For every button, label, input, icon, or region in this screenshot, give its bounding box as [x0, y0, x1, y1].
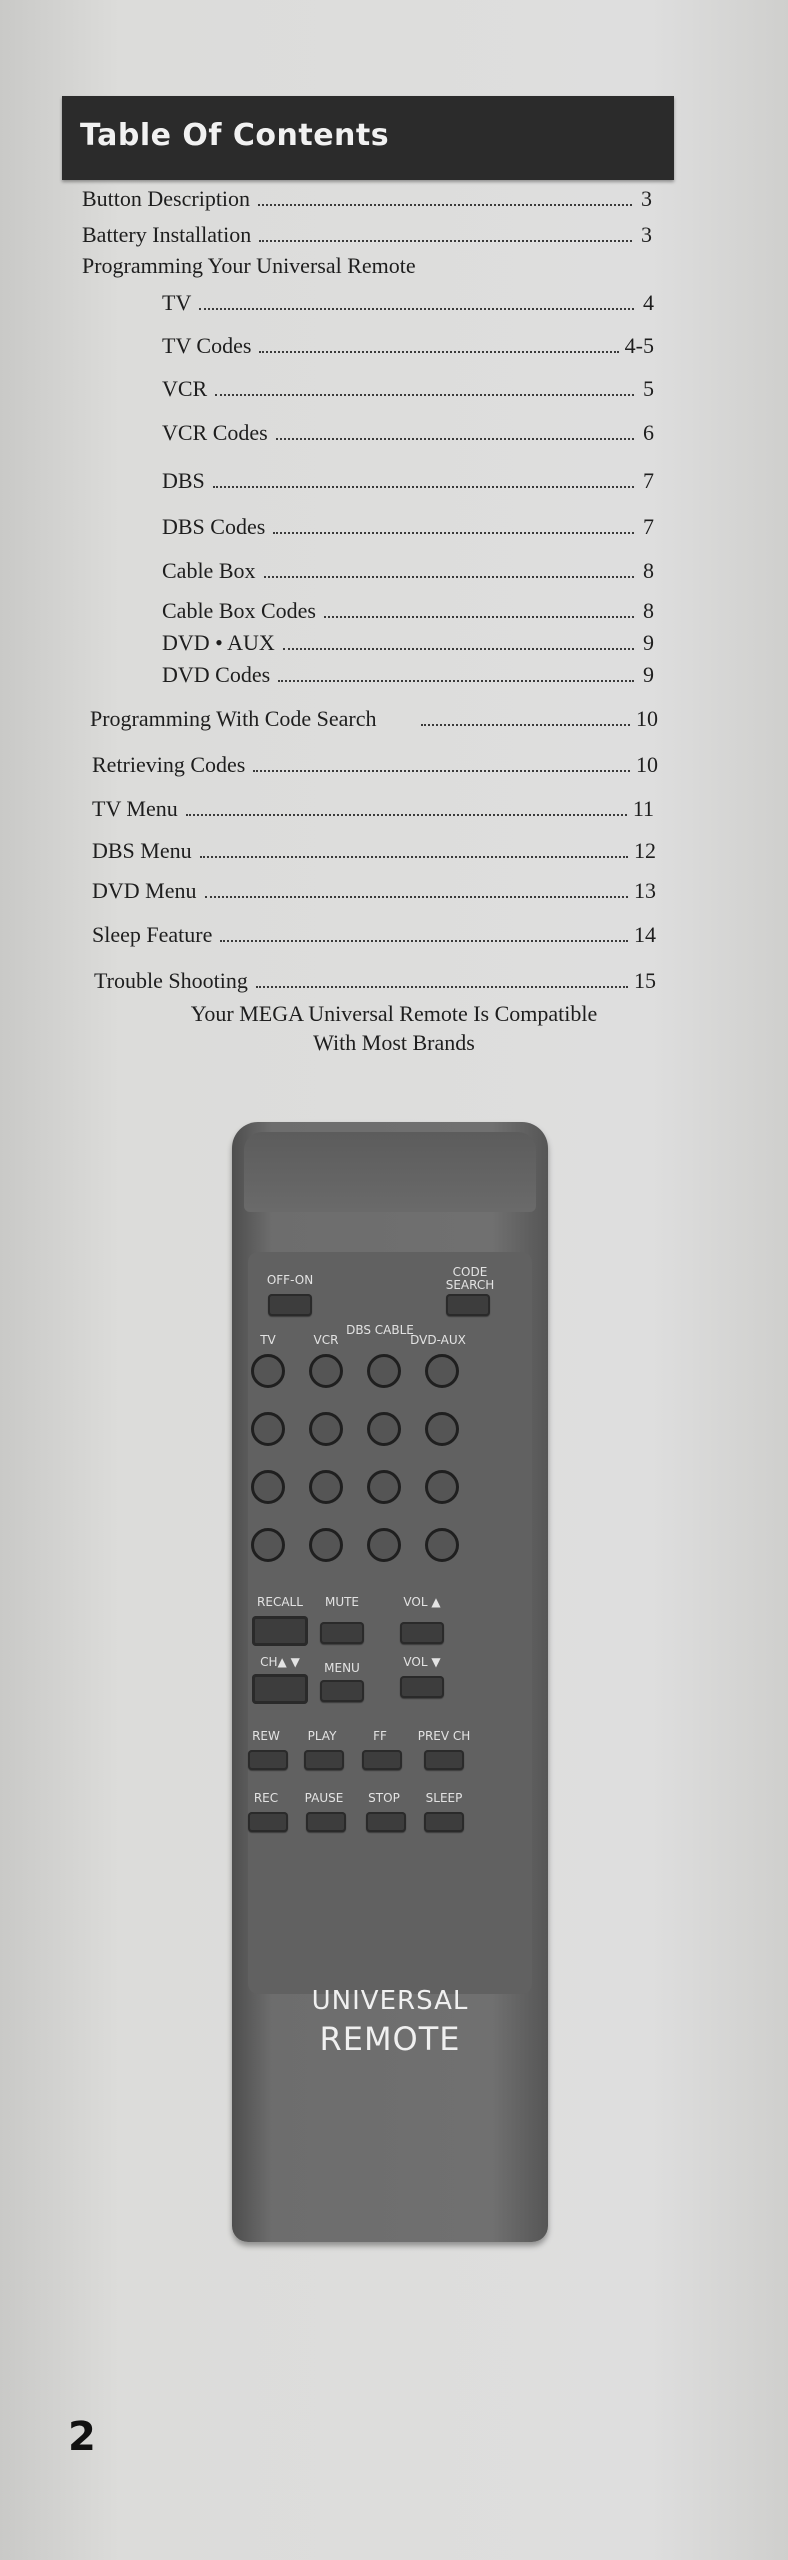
number-key [367, 1528, 401, 1562]
dot-leader [205, 896, 629, 898]
rew-button [248, 1750, 288, 1770]
vol-down-button [400, 1676, 444, 1698]
dot-leader [213, 486, 634, 488]
toc-entry-page: 11 [632, 796, 654, 821]
dot-leader [200, 856, 628, 858]
vol-up-button [400, 1622, 444, 1644]
toc-entry-label: TV Menu [92, 796, 178, 821]
toc-entry-sleep-feature [92, 910, 656, 946]
toc-title: Table Of Contents [80, 118, 390, 153]
toc-entry-page: 8 [643, 598, 654, 623]
toc-entry-label: Sleep Feature [92, 922, 213, 947]
toc-entry-label: TV Codes [162, 333, 252, 358]
remote-brand-remote: REMOTE [319, 2020, 461, 2058]
toc-entry-page: 10 [636, 752, 658, 777]
channel-label: CH▲ ▼ [260, 1655, 300, 1669]
toc-entry-label: Battery Installation [82, 222, 252, 247]
dot-leader [253, 770, 630, 772]
number-key [309, 1470, 343, 1504]
toc-entry-dvd-aux [162, 618, 654, 654]
toc-entry-cable-box-codes [162, 586, 654, 622]
mute-button [320, 1622, 364, 1644]
rec-button [248, 1812, 288, 1832]
toc-entry-vcr-codes [162, 408, 654, 444]
stop-button [366, 1812, 406, 1832]
toc-entry-label: DVD • AUX [162, 630, 275, 655]
dot-leader [421, 724, 631, 726]
toc-entry-label: Retrieving Codes [92, 752, 246, 777]
toc-entry-dbs [162, 456, 654, 492]
mute-label: MUTE [324, 1595, 360, 1609]
toc-entry-label: DVD Codes [162, 662, 271, 687]
number-key [367, 1412, 401, 1446]
toc-entry-tv [162, 278, 654, 314]
compatibility-tagline-line1: Your MEGA Universal Remote Is Compatible [190, 1001, 598, 1026]
remote-control-illustration [232, 1122, 548, 2242]
toc-header-bar [62, 96, 674, 180]
ff-label: FF [373, 1729, 387, 1743]
toc-entry-label: DBS Codes [162, 514, 266, 539]
toc-entry-code-search [90, 694, 658, 730]
off-on-label: OFF-ON [266, 1273, 314, 1287]
stop-label: STOP [368, 1791, 400, 1805]
dbs-cable-mode-label: DBS CABLE [346, 1323, 414, 1337]
toc-entry-label: DBS Menu [92, 838, 192, 863]
toc-entry-battery-installation [82, 210, 652, 246]
toc-entry-label: Programming With Code Search [90, 706, 377, 731]
toc-entry-page: 3 [641, 222, 652, 247]
toc-entry-tv-menu [92, 784, 654, 820]
toc-entry-label: Cable Box [162, 558, 256, 583]
number-key [251, 1528, 285, 1562]
vol-up-label: VOL ▲ [403, 1595, 441, 1609]
toc-entry-page: 6 [643, 420, 654, 445]
number-key [251, 1412, 285, 1446]
pause-label: PAUSE [304, 1791, 344, 1805]
dot-leader [273, 532, 634, 534]
toc-entry-trouble-shooting [94, 956, 656, 992]
code-search-label: CODE SEARCH [445, 1265, 495, 1292]
number-key [425, 1470, 459, 1504]
remote-brand-universal: UNIVERSAL [311, 1986, 469, 2016]
play-button [304, 1750, 344, 1770]
dot-leader [276, 438, 634, 440]
recall-button [252, 1616, 308, 1646]
dot-leader [215, 394, 634, 396]
sleep-button [424, 1812, 464, 1832]
rew-label: REW [252, 1729, 280, 1743]
toc-entry-page: 3 [641, 186, 652, 211]
number-key [367, 1470, 401, 1504]
toc-entry-label: TV [162, 290, 192, 315]
number-key [309, 1412, 343, 1446]
toc-entry-label: Cable Box Codes [162, 598, 316, 623]
toc-entry-vcr [162, 364, 654, 400]
toc-entry-dbs-menu [92, 826, 656, 862]
channel-button [252, 1674, 308, 1704]
pause-button [306, 1812, 346, 1832]
menu-label: MENU [324, 1661, 360, 1675]
toc-entry-label: DVD Menu [92, 878, 197, 903]
prev-ch-button [424, 1750, 464, 1770]
play-label: PLAY [307, 1729, 337, 1743]
off-on-button [268, 1294, 312, 1316]
ff-button [362, 1750, 402, 1770]
recall-label: RECALL [257, 1595, 303, 1609]
toc-entry-label: Trouble Shooting [94, 968, 248, 993]
toc-entry-tv-codes [162, 321, 654, 357]
number-key [425, 1412, 459, 1446]
dot-leader [220, 940, 628, 942]
dot-leader [186, 814, 627, 816]
toc-entry-page: 9 [643, 630, 654, 655]
dot-leader [259, 351, 618, 353]
compatibility-tagline-line2: With Most Brands [313, 1030, 475, 1055]
number-key [425, 1528, 459, 1562]
dot-leader [259, 240, 632, 242]
toc-entry-label: Button Description [82, 186, 251, 211]
remote-top-cap [244, 1132, 536, 1212]
dot-leader [199, 308, 634, 310]
number-key [309, 1528, 343, 1562]
toc-entry-button-description [82, 174, 652, 210]
toc-entry-page: 14 [634, 922, 656, 947]
rec-label: REC [253, 1791, 279, 1805]
toc-entry-page: 5 [643, 376, 654, 401]
code-search-button [446, 1294, 490, 1316]
toc-entry-page: 7 [643, 468, 654, 493]
dvd-aux-mode-label: DVD-AUX [410, 1333, 466, 1347]
toc-entry-page: 8 [643, 558, 654, 583]
dvd-aux-mode-button [425, 1354, 459, 1388]
toc-entry-cable-box [162, 546, 654, 582]
toc-entry-label: VCR [162, 376, 208, 401]
toc-entry-page: 10 [636, 706, 658, 731]
toc-entry-label: DBS [162, 468, 205, 493]
sleep-label: SLEEP [425, 1791, 463, 1805]
toc-entry-page: 12 [634, 838, 656, 863]
vcr-mode-button [309, 1354, 343, 1388]
number-key [251, 1470, 285, 1504]
toc-entry-page: 4 [643, 290, 654, 315]
toc-entry-page: 9 [643, 662, 654, 687]
toc-entry-page: 13 [634, 878, 656, 903]
toc-entry-retrieving-codes [92, 740, 658, 776]
page-number: 2 [68, 2414, 96, 2460]
prev-ch-label: PREV CH [417, 1729, 471, 1743]
vcr-mode-label: VCR [313, 1333, 339, 1347]
dbs-cable-mode-button [367, 1354, 401, 1388]
dot-leader [256, 986, 628, 988]
toc-entry-page: 4-5 [624, 333, 654, 358]
menu-button [320, 1680, 364, 1702]
toc-entry-page: 7 [643, 514, 654, 539]
toc-entry-dbs-codes [162, 502, 654, 538]
toc-entry-dvd-menu [92, 866, 656, 902]
dot-leader [258, 204, 632, 206]
tv-mode-label: TV [260, 1333, 276, 1347]
vol-down-label: VOL ▼ [403, 1655, 441, 1669]
dot-leader [264, 576, 635, 578]
toc-entry-page: 15 [634, 968, 656, 993]
dot-leader [278, 680, 634, 682]
toc-entry-label: VCR Codes [162, 420, 268, 445]
toc-section-programming: Programming Your Universal Remote [82, 253, 416, 278]
toc-entry-dvd-codes [162, 650, 654, 686]
tv-mode-button [251, 1354, 285, 1388]
